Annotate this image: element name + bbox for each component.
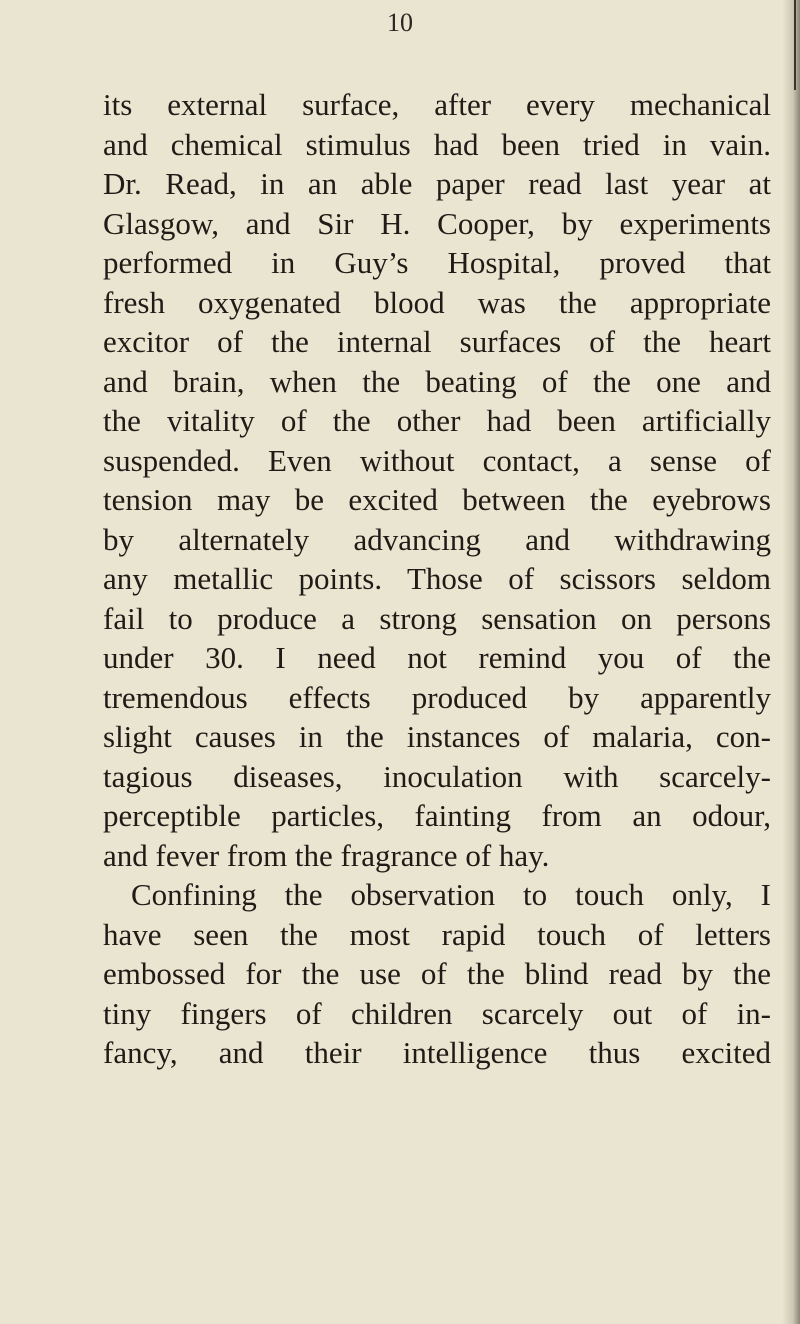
text-line: fail to produce a strong sensation on persons	[103, 600, 771, 636]
text-line: Confining the observation to touch only, I	[131, 877, 771, 912]
text-line: tension may be excited between the eyebrows	[103, 482, 771, 517]
text-line: under 30. I need not remind you of the	[103, 640, 771, 675]
text-line: tiny fingers of children scarcely out of in-	[103, 995, 771, 1031]
text-line: fresh oxygenated blood was the appropriate	[103, 284, 771, 320]
text-line: excitor of the internal surfaces of the heart	[103, 324, 771, 359]
text-line: any metallic points. Those of scissors seldom	[103, 561, 771, 596]
text-line: tagious diseases, inoculation with scarcely-	[103, 758, 771, 794]
text-line: perceptible particles, fainting from an odour,	[103, 798, 771, 833]
text-line: Glasgow, and Sir H. Cooper, by experiments	[103, 205, 771, 241]
text-line: embossed for the use of the blind read by the	[103, 956, 771, 991]
text-line: performed in Guy’s Hospital, proved that	[103, 245, 771, 280]
text-line: by alternately advancing and withdrawing	[103, 521, 771, 557]
text-line: the vitality of the other had been artificially	[103, 403, 771, 438]
text-line: Dr. Read, in an able paper read last year at	[103, 166, 771, 201]
page-number: 10	[387, 8, 413, 37]
text-line: suspended. Even without contact, a sense of	[103, 442, 771, 478]
page-edge-shadow	[782, 0, 800, 1324]
body-text	[103, 85, 771, 1073]
text-line: and brain, when the beating of the one and	[103, 363, 771, 399]
text-line: and fever from the fragrance of hay.	[103, 837, 550, 873]
text-line: and chemical stimulus had been tried in vain.	[103, 126, 771, 162]
text-line: fancy, and their intelligence thus excited	[103, 1035, 771, 1070]
text-line: slight causes in the instances of malaria, con-	[103, 719, 771, 754]
text-line: have seen the most rapid touch of letters	[103, 916, 771, 952]
text-line: its external surface, after every mechanical	[103, 87, 771, 122]
page-edge-line	[794, 0, 796, 90]
text-line: tremendous effects produced by apparently	[103, 679, 771, 715]
